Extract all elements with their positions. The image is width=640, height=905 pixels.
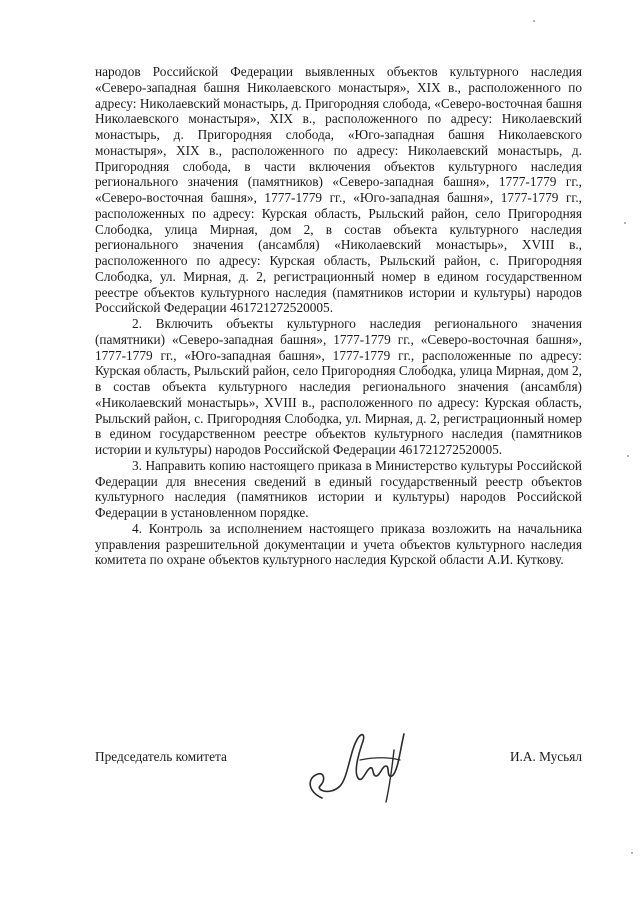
document-body (95, 64, 582, 568)
signatory-title: Председатель комитета (95, 749, 227, 764)
scan-speck (624, 222, 626, 224)
paragraph-item-2: 2. Включить объекты культурного наследия регионального значения (памятники) «Северо-западная башня», 1777-1779 гг., «Северо-восточная башня», 1777-1779 гг., «Юго-западная башня», 1777-1779 гг., расположенные по адресу: Курская область, Рыльский район, село Пригородняя Слободка, улица Мирная, дом 2, в состав объекта культурного наследия регионального значения (ансамбля) «Николаевский монастырь», XVIII в., расположенного по адресу: Курская область, Рыльский район, с. Пригородняя Слободка, ул. Мирная, д. 2, регистрационный номер в едином государственном реестре объектов культурного наследия (памятников истории и культуры) народов Российской Федерации 461721272520005. (95, 316, 582, 457)
handwritten-signature (300, 720, 410, 810)
paragraph-item-4: 4. Контроль за исполнением настоящего приказа возложить на начальника управления разрешительной документации и учета объектов культурного наследия комитета по охране объектов культурного наследия Курской области А.И. Куткову. (95, 520, 582, 568)
scan-speck (627, 455, 629, 457)
signatory-name: И.А. Мусьял (509, 749, 582, 764)
paragraph-continuation: народов Российской Федерации выявленных объектов культурного наследия «Северо-западная башня Николаевского монастыря», XIX в., расположенного по адресу: Николаевский монастырь, д. Пригородняя слобода, «Северо-восточная башня Николаевского монастыря», XIX в., расположенного по адресу: Николаевский монастырь, д. Пригородняя слобода, «Юго-западная башня Николаевского монастыря», XIX в., расположенного по адресу: Николаевский монастырь, д. Пригородняя слобода, в части включения объектов культурного наследия регионального значения (памятников) «Северо-западная башня», 1777-1779 гг., «Северо-восточная башня», 1777-1779 гг., «Юго-западная башня», 1777-1779 гг., расположенных по адресу: Курская область, Рыльский район, село Пригородняя Слободка, улица Мирная, дом 2, в состав объекта культурного наследия регионального значения (ансамбля) «Николаевский монастырь», XVIII в., расположенного по адресу: Курская область, Рыльский район, с. Пригородняя Слободка, ул. Мирная, д. 2, регистрационный номер в едином государственном реестре объектов культурного наследия (памятников истории и культуры) народов Российской Федерации 461721272520005. (95, 64, 582, 316)
paragraph-item-3: 3. Направить копию настоящего приказа в Министерство культуры Российской Федерации для внесения сведений в единый государственный реестр объектов культурного наследия (памятников истории и культуры) народов Российской Федерации в установленном порядке. (95, 457, 582, 520)
scan-speck (631, 852, 633, 854)
scan-speck (533, 20, 535, 22)
